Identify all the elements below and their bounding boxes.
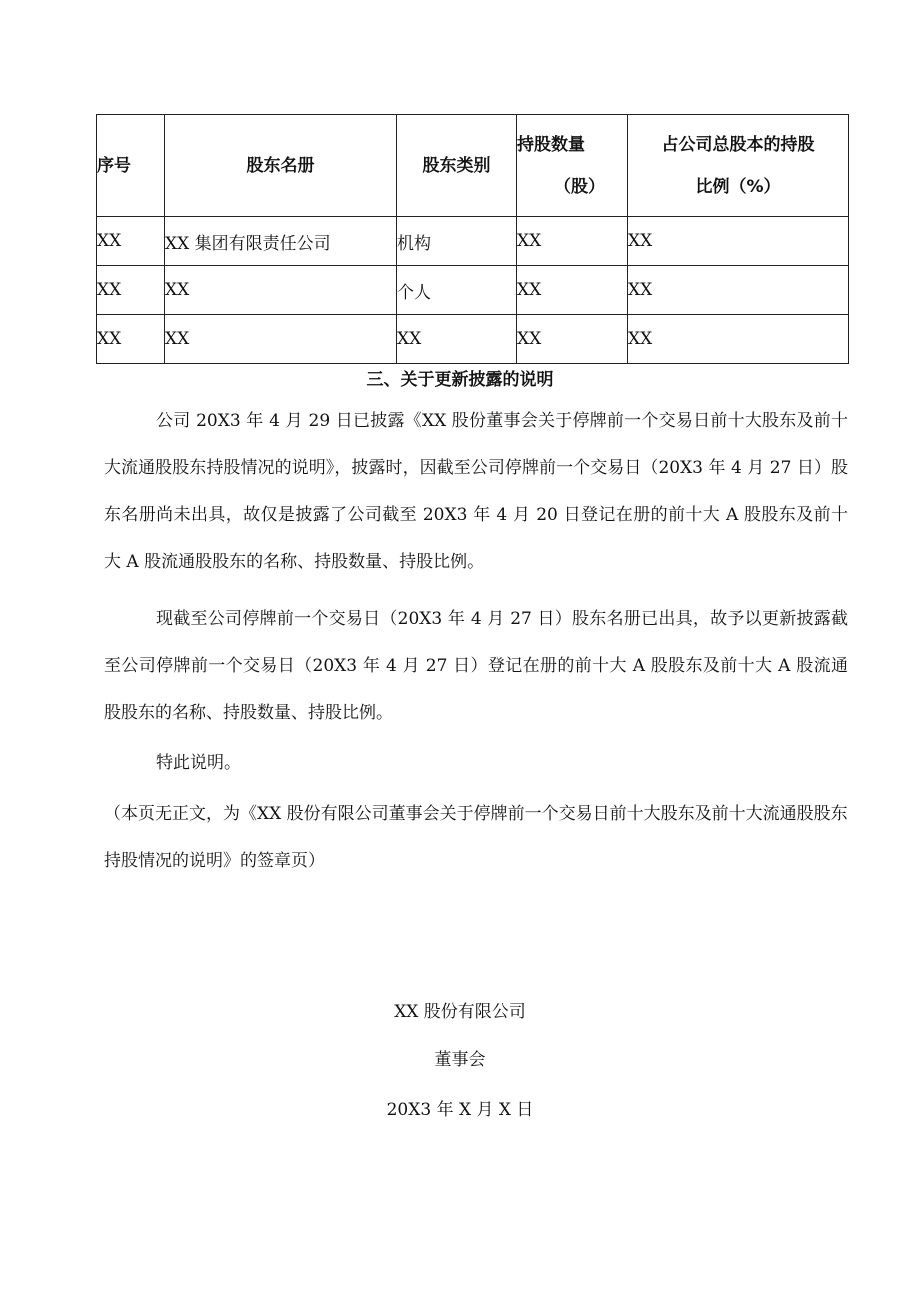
header-type: 股东类别 bbox=[397, 115, 517, 217]
cell-index: XX bbox=[97, 315, 165, 364]
section-title: 三、关于更新披露的说明 bbox=[366, 370, 554, 390]
signature-date: 20X3 年 X 月 X 日 bbox=[386, 1100, 534, 1120]
signature-company: XX 股份有限公司 bbox=[394, 1002, 526, 1022]
cell-type: XX bbox=[397, 315, 517, 364]
table-row bbox=[97, 266, 849, 315]
header-shares bbox=[517, 115, 628, 217]
header-ratio-line2: 比例（%） bbox=[695, 176, 781, 197]
cell-name: XX bbox=[165, 315, 397, 364]
cell-name: XX bbox=[165, 266, 397, 315]
cell-type: 机构 bbox=[397, 217, 517, 266]
table-row bbox=[97, 217, 849, 266]
paragraph-disclosure: 公司 20X3 年 4 月 29 日已披露《XX 股份董事会关于停牌前一个交易日前十大股东及前十大流通股股东持股情况的说明》，披露时，因截至公司停牌前一个交易日（20X3 年 4 月 27 日）股东名册尚未出具，故仅是披露了公司截至 20X3 年 4 月 20 日登记在册的前十大 A 股股东及前十大 A 股流通股股东的名称、持股数量、持股比例。 bbox=[104, 411, 848, 572]
header-index: 序号 bbox=[97, 115, 165, 217]
paragraph-closing: 特此说明。 bbox=[156, 753, 241, 773]
cell-name: XX 集团有限责任公司 bbox=[165, 217, 397, 266]
signature-board: 董事会 bbox=[434, 1050, 486, 1070]
shareholder-table bbox=[96, 114, 849, 364]
paragraph-update: 现截至公司停牌前一个交易日（20X3 年 4 月 27 日）股东名册已出具，故予以更新披露截至公司停牌前一个交易日（20X3 年 4 月 27 日）登记在册的前十大 A 股股东及前十大 A 股流通股股东的名称、持股数量、持股比例。 bbox=[104, 609, 848, 723]
header-ratio-line1: 占公司总股本的持股 bbox=[661, 134, 815, 155]
cell-ratio: XX bbox=[628, 315, 849, 364]
table-header-row bbox=[97, 115, 849, 217]
cell-shares: XX bbox=[517, 315, 628, 364]
cell-index: XX bbox=[97, 217, 165, 266]
header-shares-line1: 持股数量 bbox=[517, 134, 585, 155]
signature-page-note: （本页无正文，为《XX 股份有限公司董事会关于停牌前一个交易日前十大股东及前十大流通股股东持股情况的说明》的签章页） bbox=[104, 804, 848, 871]
header-ratio bbox=[628, 115, 849, 217]
cell-shares: XX bbox=[517, 266, 628, 315]
header-name: 股东名册 bbox=[165, 115, 397, 217]
cell-shares: XX bbox=[517, 217, 628, 266]
header-shares-line2: （股） bbox=[554, 176, 605, 197]
cell-type: 个人 bbox=[397, 266, 517, 315]
table-row bbox=[97, 315, 849, 364]
cell-ratio: XX bbox=[628, 217, 849, 266]
cell-ratio: XX bbox=[628, 266, 849, 315]
cell-index: XX bbox=[97, 266, 165, 315]
